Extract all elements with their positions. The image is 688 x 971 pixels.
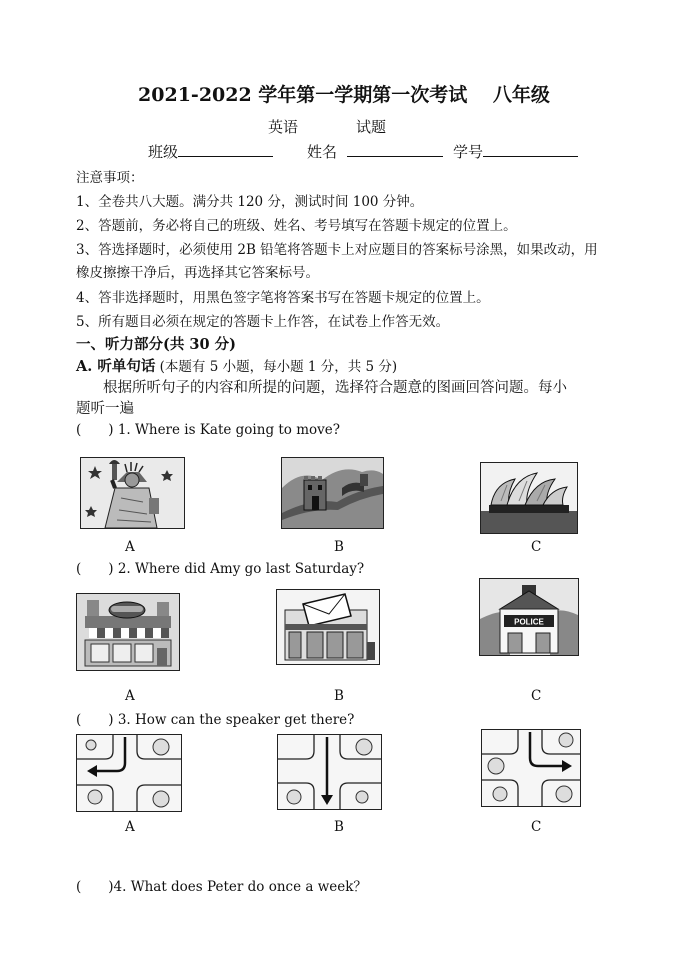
turn-right-map-icon (481, 729, 581, 807)
question-2: ( ) 2. Where did Amy go last Saturday? (76, 561, 365, 577)
opera-house-icon (480, 462, 578, 534)
option-label: A (125, 819, 135, 835)
paper-label: 试题 (356, 118, 387, 136)
notes-heading: 注意事项： (76, 170, 144, 186)
student-id-field (453, 141, 578, 162)
option-label: A (125, 539, 135, 555)
option-label: C (531, 688, 542, 704)
note-item: 5、所有题目必须在规定的答题卡上作答，在试卷上作答无效。 (76, 314, 450, 330)
option-label: B (334, 819, 344, 835)
class-label: 班级 (148, 143, 179, 161)
great-wall-icon (281, 457, 384, 529)
police-sign-text: POLICE (514, 617, 544, 627)
post-office-icon (276, 589, 380, 665)
name-field (307, 141, 443, 162)
name-blank (347, 142, 443, 157)
question-4: ( )4. What does Peter do once a week？ (76, 879, 367, 895)
go-straight-map-icon (277, 734, 382, 810)
option-label: C (531, 539, 542, 555)
section-heading: 一、听力部分(共 30 分) (76, 336, 236, 353)
instruction-line: 题听一遍 (76, 401, 134, 417)
student-id-label: 学号 (453, 143, 484, 161)
option-label: B (334, 688, 344, 704)
note-item: 2、答题前，务必将自己的班级、姓名、考号填写在答题卡规定的位置上。 (76, 218, 517, 234)
note-item: 1、全卷共八大题。满分共 120 分，测试时间 100 分钟。 (76, 194, 424, 210)
name-label: 姓名 (307, 143, 338, 161)
option-label: A (125, 688, 135, 704)
page-title: 2021-2022 学年第一学期第一次考试 八年级 (138, 84, 550, 106)
part-a-heading (76, 355, 397, 376)
statue-of-liberty-icon (80, 457, 185, 529)
subject-label: 英语 (268, 118, 299, 136)
police-station-icon (479, 578, 579, 656)
option-label: B (334, 539, 344, 555)
note-item: 4、答非选择题时，用黑色签字笔将答案书写在答题卡规定的位置上。 (76, 290, 490, 306)
note-item: 3、答选择题时，必须使用 2B 铅笔将答题卡上对应题目的答案标号涂黑，如果改动，用 (76, 242, 598, 258)
part-a-label: A. 听单句话 (76, 358, 156, 375)
question-1: ( ) 1. Where is Kate going to move? (76, 422, 341, 438)
note-item: 橡皮擦擦干净后，再选择其它答案标号。 (76, 265, 319, 281)
question-3: ( ) 3. How can the speaker get there? (76, 712, 355, 728)
hot-dog-shop-icon (76, 593, 180, 671)
turn-left-map-icon (76, 734, 182, 812)
option-label: C (531, 819, 542, 835)
class-blank (178, 142, 273, 157)
part-a-desc: (本题有 5 小题，每小题 1 分，共 5 分) (155, 359, 398, 375)
instruction-line: 根据所听句子的内容和所提的问题，选择符合题意的图画回答问题。每小 (103, 380, 567, 396)
class-field (148, 141, 273, 162)
student-id-blank (483, 142, 578, 157)
